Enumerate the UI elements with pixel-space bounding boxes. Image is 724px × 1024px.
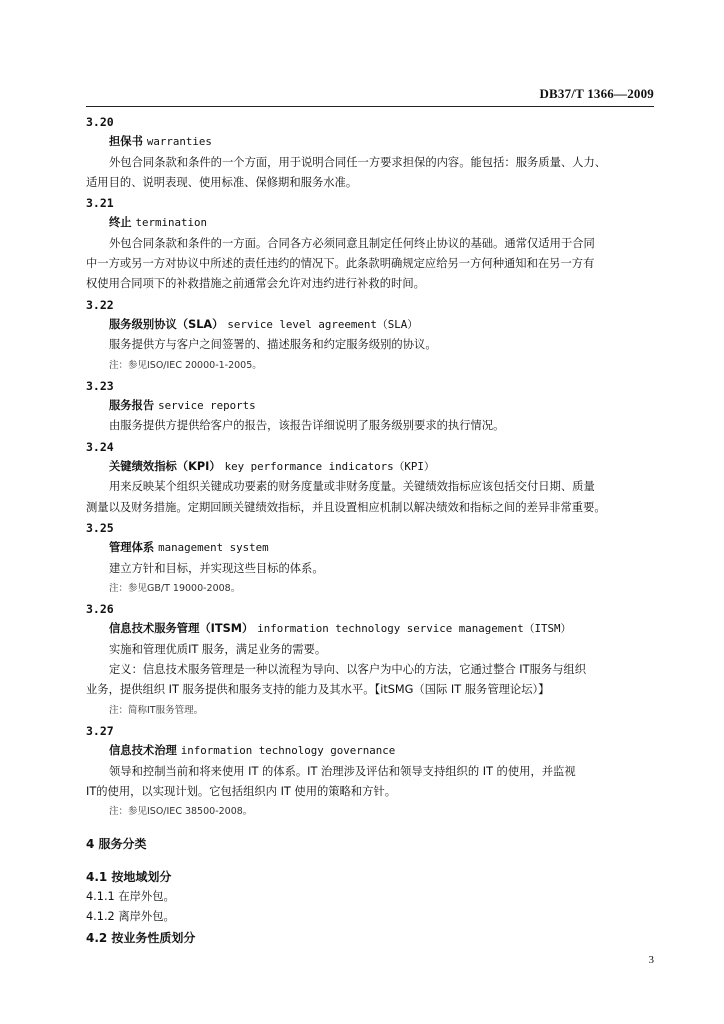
term-title — [86, 619, 656, 639]
section-spacer — [86, 855, 656, 867]
note-line: 注：参见ISO/IEC 20000-1-2005。 — [109, 359, 262, 371]
term-title — [86, 315, 656, 335]
definition-line: 由服务提供方提供给客户的报告，该报告详细说明了服务级别要求的执行情况。 — [109, 419, 505, 433]
subsection-item: 4.1.1 在岸外包。 — [86, 889, 175, 903]
section-heading: 4 服务分类 — [86, 837, 147, 852]
term-chinese: 信息技术治理 — [109, 744, 177, 758]
term-chinese: 管理体系 — [109, 541, 155, 555]
term-chinese: 服务报告 — [109, 399, 155, 413]
term-chinese: 担保书 — [109, 135, 143, 149]
term-english: service reports — [158, 399, 256, 413]
note-line: 注：简称IT服务管理。 — [109, 704, 204, 716]
term-english: termination — [135, 216, 208, 230]
term-title — [86, 538, 656, 558]
document-id-header: DB37/T 1366—2009 — [539, 86, 654, 101]
definition-line: 服务提供方与客户之间签署的、描述服务和约定服务级别的协议。 — [109, 338, 437, 352]
definition-line: 中一方或另一方对协议中所述的责任违约的情况下。此条款明确规定应给另一方何种通知和在另一方有 — [86, 257, 595, 271]
clause-number: 3.23 — [86, 378, 114, 393]
term-english: information technology governance — [180, 744, 396, 758]
clause-number: 3.21 — [86, 196, 114, 211]
definition-line: 外包合同条款和条件的一方面。合同各方必须同意且制定任何终止协议的基础。通常仅适用于合同 — [109, 236, 595, 250]
subsection-heading: 4.1 按地域划分 — [86, 869, 172, 884]
term-title — [86, 396, 656, 416]
definition-line: 建立方针和目标，并实现这些目标的体系。 — [109, 561, 324, 575]
term-english: information technology service management（ITSM） — [257, 622, 572, 636]
definition-line: 定义：信息技术服务管理是一种以流程为导向、以客户为中心的方法，它通过整合 IT服务与组织 — [109, 663, 586, 677]
term-chinese: 关键绩效指标（KPI） — [109, 460, 221, 474]
clause-number: 3.22 — [86, 297, 114, 312]
term-english: warranties — [146, 135, 212, 149]
clause-number: 3.24 — [86, 439, 114, 454]
page-content — [86, 112, 656, 948]
note-line: 注：参见GB/T 19000-2008。 — [109, 582, 241, 594]
definition-line: 测量以及财务措施。定期回顾关键绩效指标，并且设置相应机制以解决绩效和指标之间的差异非常重要。 — [86, 500, 606, 514]
term-english: service level agreement（SLA） — [227, 317, 419, 331]
header-rule — [86, 106, 654, 107]
clause-number: 3.25 — [86, 520, 114, 535]
definition-line: 实施和管理优质IT 服务，满足业务的需要。 — [109, 642, 327, 656]
clause-number: 3.20 — [86, 115, 114, 129]
section-spacer — [86, 822, 656, 834]
clause-number: 3.26 — [86, 602, 114, 617]
term-chinese: 终止 — [109, 216, 132, 230]
definition-line: 用来反映某个组织关键成功要素的财务度量或非财务度量。关键绩效指标应该包括交付日期、质量 — [109, 480, 595, 494]
definition-line: IT的使用，以实现计划。它包括组织内 IT 使用的策略和方针。 — [86, 784, 397, 798]
term-chinese: 服务级别协议（SLA） — [109, 317, 224, 331]
definition-line: 业务，提供组织 IT 服务提供和服务支持的能力及其水平。【itSMG（国际 IT 服务管理论坛）】 — [86, 683, 550, 697]
term-chinese: 信息技术服务管理（ITSM） — [109, 622, 254, 636]
note-line: 注：参见ISO/IEC 38500-2008。 — [109, 806, 253, 818]
term-title — [86, 132, 656, 152]
term-title — [86, 741, 656, 761]
page-number: 3 — [648, 954, 654, 966]
subsection-item: 4.1.2 离岸外包。 — [86, 910, 175, 924]
term-english: management system — [158, 541, 269, 555]
definition-line: 适用目的、说明表现、使用标准、保修期和服务水准。 — [86, 175, 358, 189]
definition-line: 权使用合同项下的补救措施之前通常会允许对违约进行补救的时间。 — [86, 277, 425, 291]
term-title — [86, 457, 656, 477]
subsection-heading: 4.2 按业务性质划分 — [86, 930, 196, 945]
term-title — [86, 213, 656, 233]
term-english: key performance indicators（KPI） — [224, 460, 435, 474]
definition-line: 领导和控制当前和将来使用 IT 的体系。IT 治理涉及评估和领导支持组织的 IT 的使用，并监视 — [109, 764, 576, 778]
clause-number: 3.27 — [86, 723, 114, 738]
definition-line: 外包合同条款和条件的一个方面，用于说明合同任一方要求担保的内容。能包括：服务质量、人力、 — [109, 155, 607, 169]
